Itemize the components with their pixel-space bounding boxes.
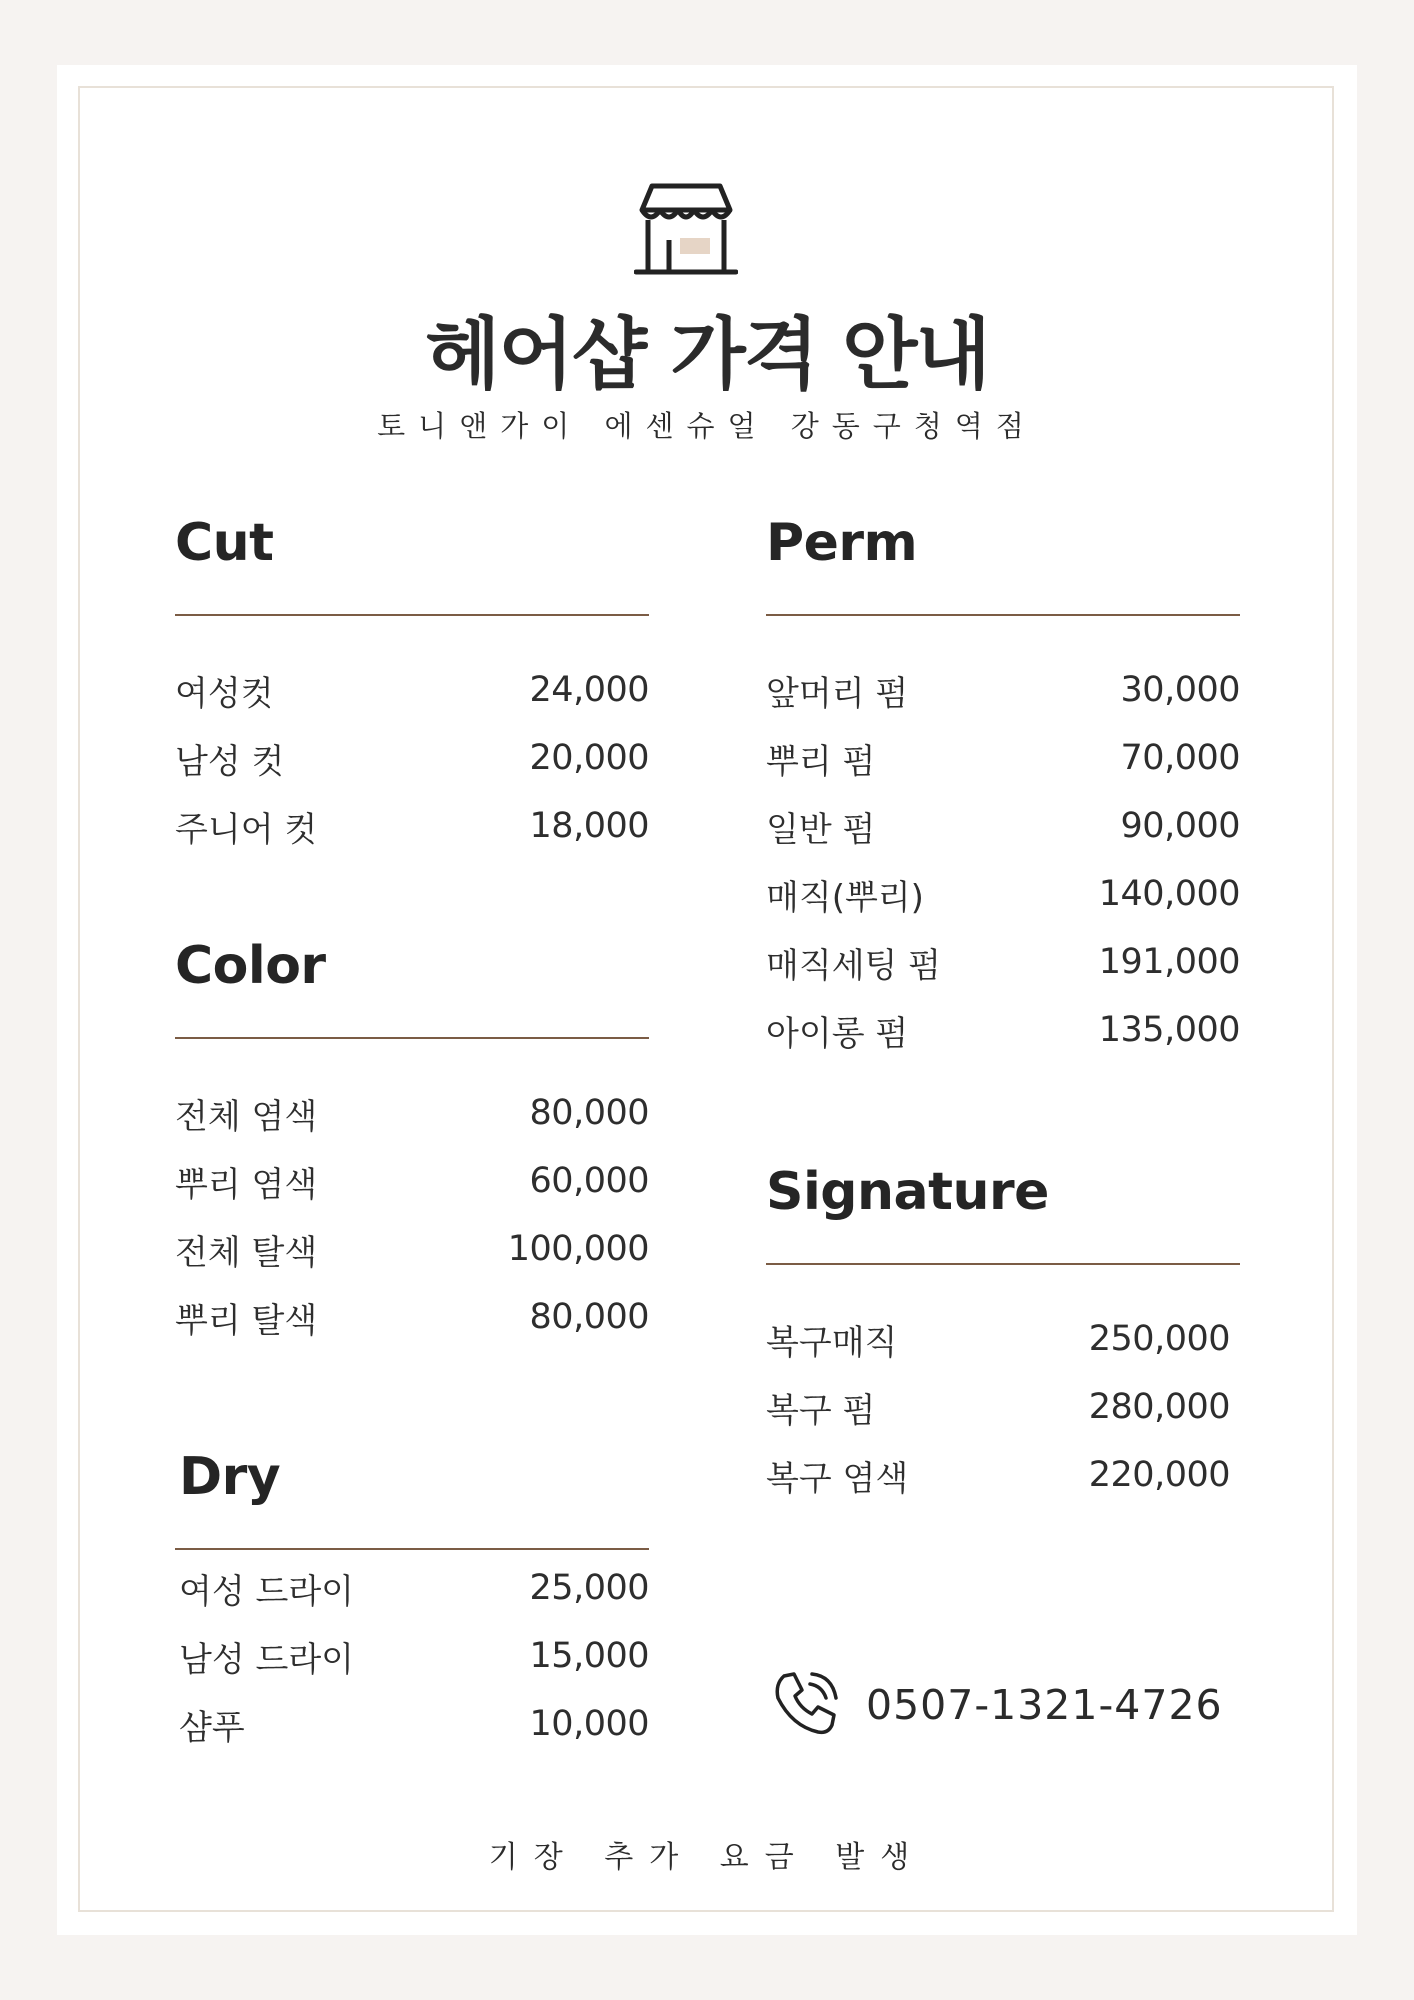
item-name: 복구 염색 <box>766 1458 909 1499</box>
item-name: 뿌리 염색 <box>175 1164 318 1205</box>
item-name: 여성컷 <box>175 673 274 714</box>
section-cut <box>175 508 649 860</box>
price-item <box>175 1215 649 1283</box>
price-item <box>175 1079 649 1147</box>
price-item <box>766 1373 1240 1441</box>
section-divider <box>766 614 1240 616</box>
item-price: 280,000 <box>1088 1387 1230 1427</box>
section-perm <box>766 508 1240 1064</box>
price-item <box>175 1690 649 1758</box>
item-name: 전체 탈색 <box>175 1232 318 1273</box>
item-price: 30,000 <box>1120 670 1240 710</box>
section-title: Signature <box>766 1162 1049 1222</box>
item-name: 뿌리 탈색 <box>175 1300 318 1341</box>
price-item <box>766 656 1240 724</box>
section-signature <box>766 1157 1240 1509</box>
item-price: 15,000 <box>529 1636 649 1676</box>
item-price: 24,000 <box>529 670 649 710</box>
item-name: 매직세팅 펌 <box>766 945 942 986</box>
item-price: 140,000 <box>1098 874 1240 914</box>
price-item <box>175 1283 649 1351</box>
section-dry <box>175 1442 649 1758</box>
item-price: 135,000 <box>1098 1010 1240 1050</box>
price-item <box>175 792 649 860</box>
section-title: Cut <box>175 513 274 573</box>
item-name: 샴푸 <box>179 1707 245 1748</box>
item-name: 뿌리 펌 <box>766 741 876 782</box>
item-name: 남성 컷 <box>175 741 285 782</box>
item-price: 70,000 <box>1120 738 1240 778</box>
price-item <box>766 724 1240 792</box>
item-name: 앞머리 펌 <box>766 673 909 714</box>
item-name: 주니어 컷 <box>175 809 318 850</box>
item-name: 아이롱 펌 <box>766 1013 909 1054</box>
item-price: 191,000 <box>1098 942 1240 982</box>
item-price: 90,000 <box>1120 806 1240 846</box>
section-color <box>175 931 649 1351</box>
phone-icon <box>770 1670 840 1740</box>
item-price: 25,000 <box>529 1568 649 1608</box>
item-price: 20,000 <box>529 738 649 778</box>
item-price: 60,000 <box>529 1161 649 1201</box>
item-name: 남성 드라이 <box>179 1639 355 1680</box>
shop-icon <box>634 182 738 278</box>
price-item <box>175 656 649 724</box>
footer-note: 기장 추가 요금 발생 <box>488 1840 926 1875</box>
item-price: 18,000 <box>529 806 649 846</box>
section-title: Perm <box>766 513 918 573</box>
price-item <box>766 1305 1240 1373</box>
section-divider <box>175 614 649 616</box>
item-name: 일반 펌 <box>766 809 876 850</box>
price-item <box>766 996 1240 1064</box>
phone-contact <box>770 1670 1223 1740</box>
shop-name: 토니앤가이 에센슈얼 강동구청역점 <box>377 409 1037 443</box>
item-price: 80,000 <box>529 1093 649 1133</box>
item-name: 매직(뿌리) <box>766 877 924 918</box>
price-item <box>175 1147 649 1215</box>
section-divider <box>175 1037 649 1039</box>
item-name: 전체 염색 <box>175 1096 318 1137</box>
price-item <box>175 724 649 792</box>
price-item <box>766 792 1240 860</box>
phone-number: 0507-1321-4726 <box>866 1681 1223 1729</box>
price-item <box>766 1441 1240 1509</box>
section-title: Dry <box>179 1447 281 1507</box>
section-divider <box>766 1263 1240 1265</box>
item-price: 10,000 <box>529 1704 649 1744</box>
price-item <box>766 860 1240 928</box>
price-item <box>175 1622 649 1690</box>
item-name: 복구매직 <box>766 1322 898 1363</box>
item-price: 80,000 <box>529 1297 649 1337</box>
section-title: Color <box>175 936 326 996</box>
item-price: 220,000 <box>1088 1455 1230 1495</box>
item-price: 250,000 <box>1088 1319 1230 1359</box>
item-price: 100,000 <box>507 1229 649 1269</box>
item-name: 여성 드라이 <box>179 1571 355 1612</box>
price-item <box>175 1554 649 1622</box>
page-title: 헤어샵 가격 안내 <box>425 310 989 400</box>
price-item <box>766 928 1240 996</box>
section-divider <box>175 1548 649 1550</box>
item-name: 복구 펌 <box>766 1390 876 1431</box>
